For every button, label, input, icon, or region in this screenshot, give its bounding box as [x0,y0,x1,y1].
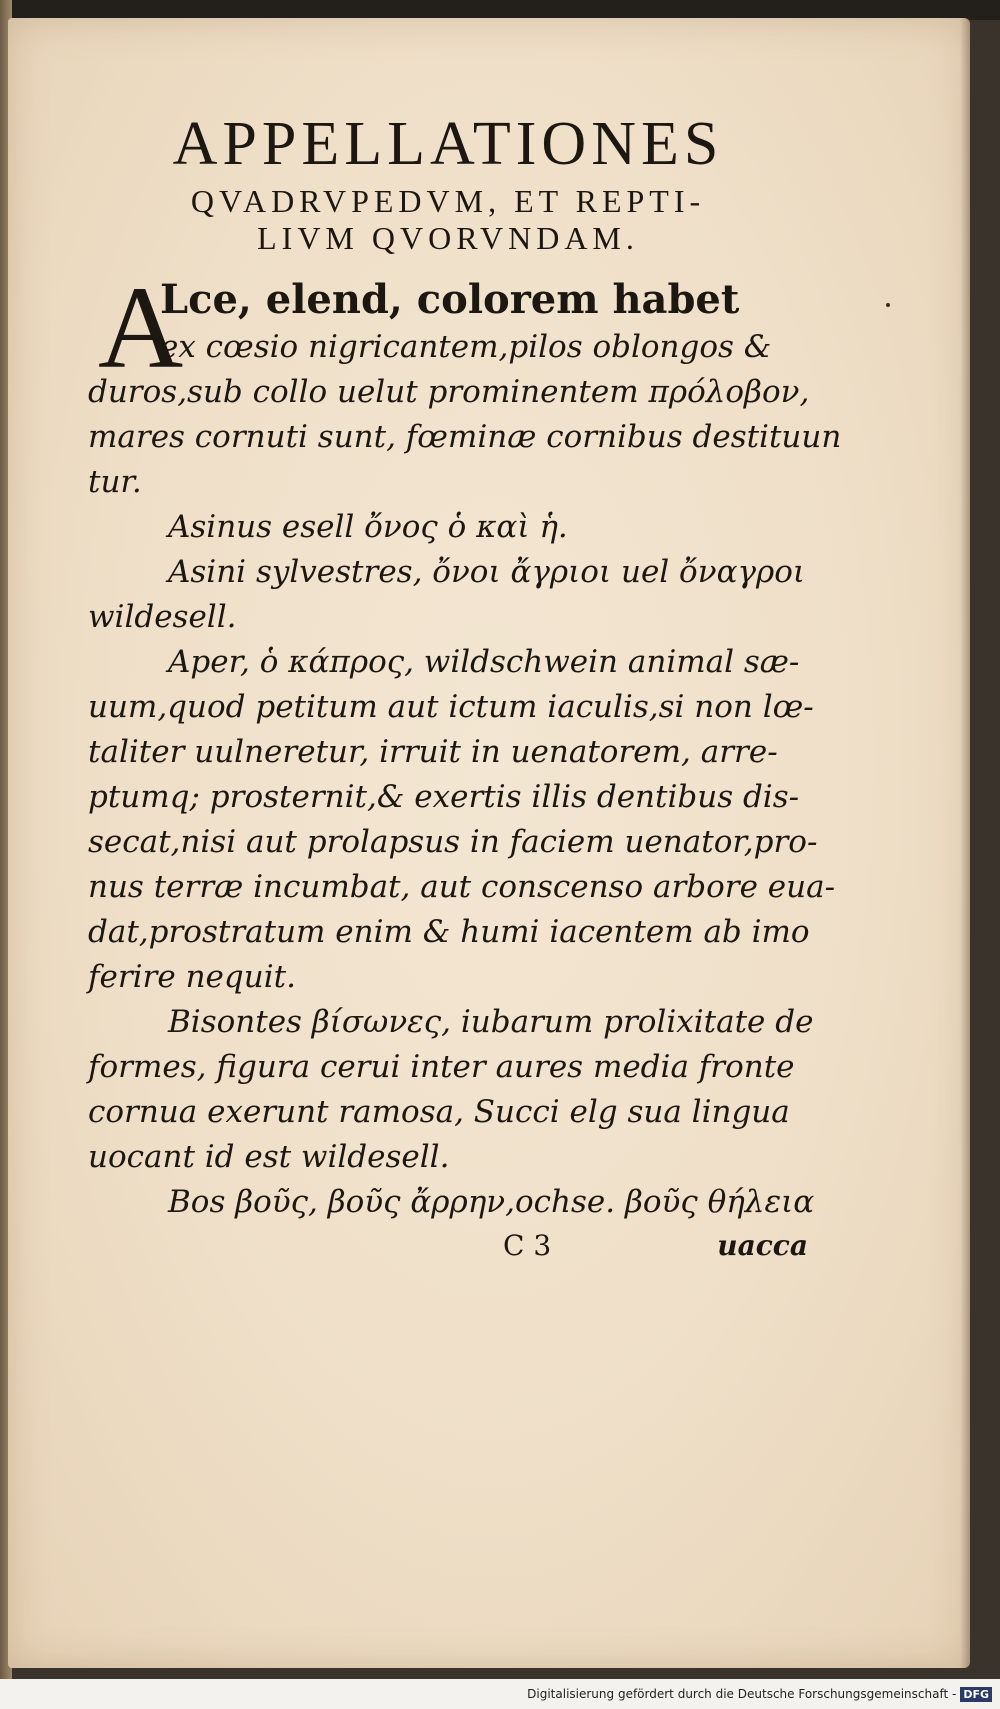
page-text [88,110,842,1262]
footer-bar [0,1679,1000,1709]
text-line: uum,quod petitum aut ictum iaculis,si non lœ- [88,688,814,725]
text-line: nus terræ incumbat, aut conscenso arbore eua- [88,868,836,905]
text-line: taliter uulneretur, irruit in uenatorem, arre- [88,733,778,770]
text-line: Aper, ὁ κάπρος, wildschwein animal sæ- [168,643,800,680]
text-line: cornua exerunt ramosa, Succi elg sua lingua [88,1093,790,1130]
entry-asini-sylvestres [88,550,808,640]
text-line: duros,sub collo uelut prominentem πρόλοβον, [88,373,810,410]
text-line: formes, figura cerui inter aures media fronte [88,1048,795,1085]
text-line: ptumq; prosternit,& exertis illis dentibus dis- [88,778,800,815]
entry-bisontes [88,1000,814,1180]
title-line-2: QVADRVPEDVM, ET REPTI- [190,183,706,219]
entry-bos [88,1180,815,1225]
signature-line [88,1229,808,1262]
title-line-3: LIVM QVORVNDAM. [257,219,639,256]
dfg-logo: DFG [960,1687,992,1702]
text-line: secat,nisi aut prolapsus in faciem uenator,pro- [88,823,818,860]
text-line: Bisontes βίσωνες, iubarum prolixitate de [168,1003,814,1040]
entry-alce [88,261,842,505]
text-line: uocant id est wildesell. [88,1138,450,1175]
text-line: ex cœsio nigricantem,pilos oblongos & [160,328,772,365]
top-band [0,0,1000,20]
text-line: tur. [88,463,142,500]
entry-aper [88,640,836,1000]
text-line: wildesell. [88,598,237,635]
ink-spot [886,303,890,307]
text-line: Lce, elend, colorem habet [160,275,740,323]
text-line: Asini sylvestres, ὄνοι ἄγριοι uel ὄναγροι [168,553,806,590]
signature-mark: C 3 [503,1228,552,1262]
text-line: Asinus esell ὄνος ὁ καὶ ἡ. [168,508,568,545]
catchword: uacca [717,1228,808,1262]
page-shadow [960,18,970,1668]
text-line: dat,prostratum enim & humi iacentem ab imo [88,913,810,950]
footer-text: Digitalisierung gefördert durch die Deutsche Forschungsgemeinschaft - [527,1687,957,1701]
book-page [8,18,970,1668]
text-line: ferire nequit. [88,958,296,995]
text-line: Bos βοῦς, βοῦς ἄρρην,ochse. βοῦς θήλεια [168,1183,815,1220]
entry-asinus [88,505,808,550]
drop-cap: A [98,261,184,393]
title-line-1: APPELLATIONES [172,110,724,178]
text-line: mares cornuti sunt, fœminæ cornibus destituun [88,418,842,455]
